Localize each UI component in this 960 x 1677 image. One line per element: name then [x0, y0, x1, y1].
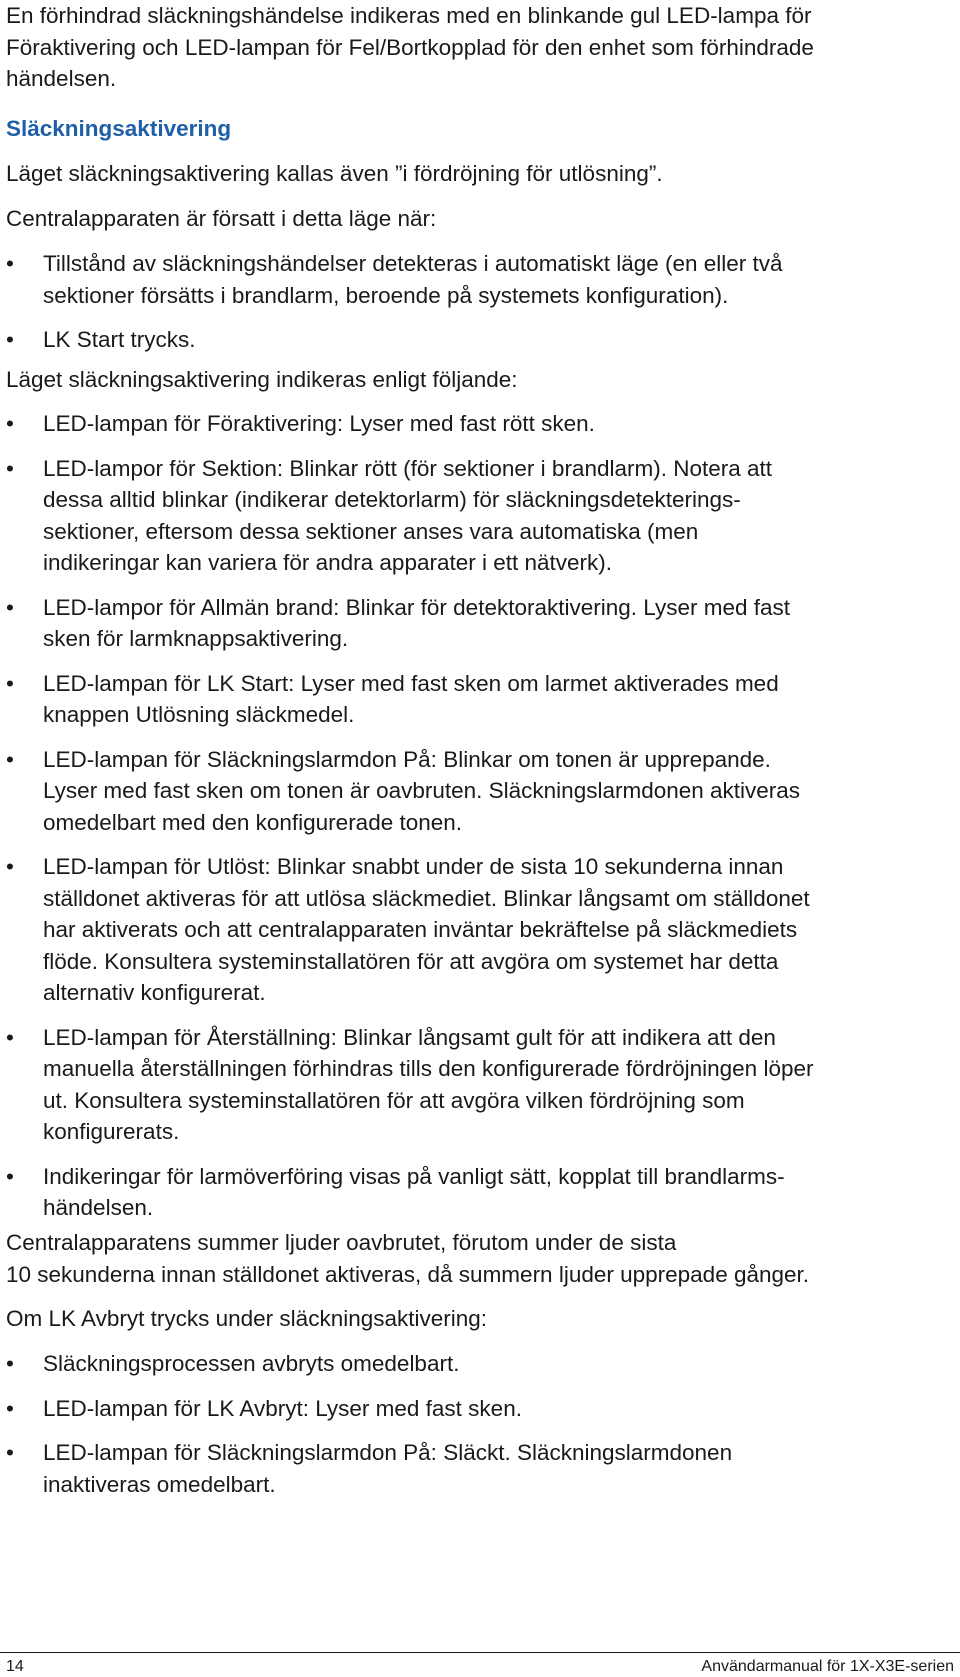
list-item-line: LED-lampan för Föraktivering: Lyser med fast rött sken.	[43, 411, 595, 436]
bullet-icon: •	[6, 1395, 14, 1421]
list-item-line: alternativ konfigurerat.	[43, 980, 266, 1005]
list-item-line: Släckningsprocessen avbryts omedelbart.	[43, 1351, 460, 1376]
page-footer	[0, 1652, 960, 1675]
list-item-line: LED-lampor för Allmän brand: Blinkar för detektoraktivering. Lyser med fast	[43, 594, 790, 620]
list-item-line: ut. Konsultera systeminstallatören för att avgöra vilken fördröjning som	[43, 1087, 745, 1113]
bullet-icon: •	[6, 411, 14, 436]
list-item-line: LED-lampan för Återställning: Blinkar långsamt gult för att indikera att den	[43, 1024, 776, 1050]
intro-line: Föraktivering och LED-lampan för Fel/Bortkopplad för den enhet som förhindrade	[6, 34, 814, 60]
list-item	[6, 408, 931, 440]
list-item-line: flöde. Konsultera systeminstallatören för att avgöra om systemet har detta	[43, 948, 779, 974]
bullet-icon: •	[6, 854, 14, 879]
indication-intro: Läget släckningsaktivering indikeras enligt följande:	[6, 367, 518, 392]
bullet-icon: •	[6, 1440, 14, 1465]
list-item	[6, 324, 931, 356]
list-item-line: LED-lampan för LK Avbryt: Lyser med fast sken.	[43, 1395, 522, 1421]
list-item-line: manuella återställningen förhindras tills den konfigurerade fördröjningen löper	[43, 1056, 814, 1081]
list-item-line: LK Start trycks.	[43, 327, 196, 352]
document-title: Användarmanual för 1X-X3E-serien	[701, 1658, 954, 1675]
list-item-line: händelsen.	[43, 1195, 154, 1220]
list-item-line: LED-lampan för Utlöst: Blinkar snabbt under de sista 10 sekunderna innan	[43, 854, 784, 879]
abort-intro: Om LK Avbryt trycks under släckningsaktivering:	[6, 1306, 488, 1331]
list-item	[6, 851, 931, 1009]
list-item-line: omedelbart med den konfigurerade tonen.	[43, 809, 463, 835]
buzzer-paragraph	[6, 1227, 931, 1290]
list-item-line: LED-lampan för Släckningslarmdon På: Blinkar om tonen är upprepande.	[43, 746, 771, 772]
list-item	[6, 592, 931, 655]
list-item-line: Tillstånd av släckningshändelser detekteras i automatiskt läge (en eller två	[43, 251, 783, 276]
condition-intro: Centralapparaten är försatt i detta läge när:	[6, 206, 437, 231]
condition-list	[6, 248, 931, 356]
list-item	[6, 453, 931, 579]
list-item-line: sken för larmknappsaktivering.	[43, 626, 349, 651]
list-item-line: ställdonet aktiveras för att utlösa släckmediet. Blinkar långsamt om ställdonet	[43, 885, 810, 911]
section-heading: Släckningsaktivering	[6, 116, 232, 141]
list-item-line: sektioner, eftersom dessa sektioner anses vara automatiska (men	[43, 518, 699, 544]
list-item	[6, 1437, 931, 1500]
bullet-icon: •	[6, 670, 14, 696]
bullet-icon: •	[6, 1024, 14, 1050]
list-item	[6, 248, 931, 311]
bullet-icon: •	[6, 251, 14, 276]
list-item-line: sektioner försätts i brandlarm, beroende på systemets konfiguration).	[43, 282, 729, 308]
paragraph-line: Centralapparatens summer ljuder oavbrutet, förutom under de sista	[6, 1230, 677, 1255]
list-item-line: indikeringar kan variera för andra apparater i ett nätverk).	[43, 550, 613, 575]
list-item	[6, 1161, 931, 1224]
list-item-line: har aktiverats och att centralapparaten inväntar bekräftelse på släckmediets	[43, 917, 798, 942]
bullet-icon: •	[6, 1163, 14, 1189]
intro-paragraph	[6, 0, 931, 95]
bullet-icon: •	[6, 594, 14, 620]
list-item-line: Lyser med fast sken om tonen är oavbruten. Släckningslarmdonen aktiveras	[43, 778, 801, 803]
list-item	[6, 668, 931, 731]
list-item-line: inaktiveras omedelbart.	[43, 1471, 276, 1497]
indication-list	[6, 408, 931, 1224]
list-item	[6, 744, 931, 839]
bullet-icon: •	[6, 327, 14, 352]
list-item	[6, 1348, 931, 1380]
intro-line: händelsen.	[6, 66, 117, 91]
page-number: 14	[6, 1658, 24, 1675]
bullet-icon: •	[6, 746, 14, 772]
list-item-line: LED-lampan för Släckningslarmdon På: Släckt. Släckningslarmdonen	[43, 1440, 733, 1465]
bullet-icon: •	[6, 1351, 14, 1376]
list-item	[6, 1022, 931, 1148]
list-item-line: Indikeringar för larmöverföring visas på vanligt sätt, kopplat till brandlarms-	[43, 1163, 785, 1189]
mode-description: Läget släckningsaktivering kallas även ”i fördröjning för utlösning”.	[6, 161, 663, 186]
paragraph-line: 10 sekunderna innan ställdonet aktiveras, då summern ljuder upprepade gånger.	[6, 1261, 810, 1287]
abort-list	[6, 1348, 931, 1500]
list-item-line: knappen Utlösning släckmedel.	[43, 702, 355, 727]
list-item-line: konfigurerats.	[43, 1119, 180, 1144]
list-item	[6, 1393, 931, 1425]
list-item-line: LED-lampor för Sektion: Blinkar rött (för sektioner i brandlarm). Notera att	[43, 455, 773, 481]
list-item-line: dessa alltid blinkar (indikerar detektorlarm) för släckningsdetekterings-	[43, 487, 741, 512]
bullet-icon: •	[6, 455, 14, 481]
intro-line: En förhindrad släckningshändelse indikeras med en blinkande gul LED-lampa för	[6, 3, 812, 28]
list-item-line: LED-lampan för LK Start: Lyser med fast sken om larmet aktiverades med	[43, 670, 779, 696]
